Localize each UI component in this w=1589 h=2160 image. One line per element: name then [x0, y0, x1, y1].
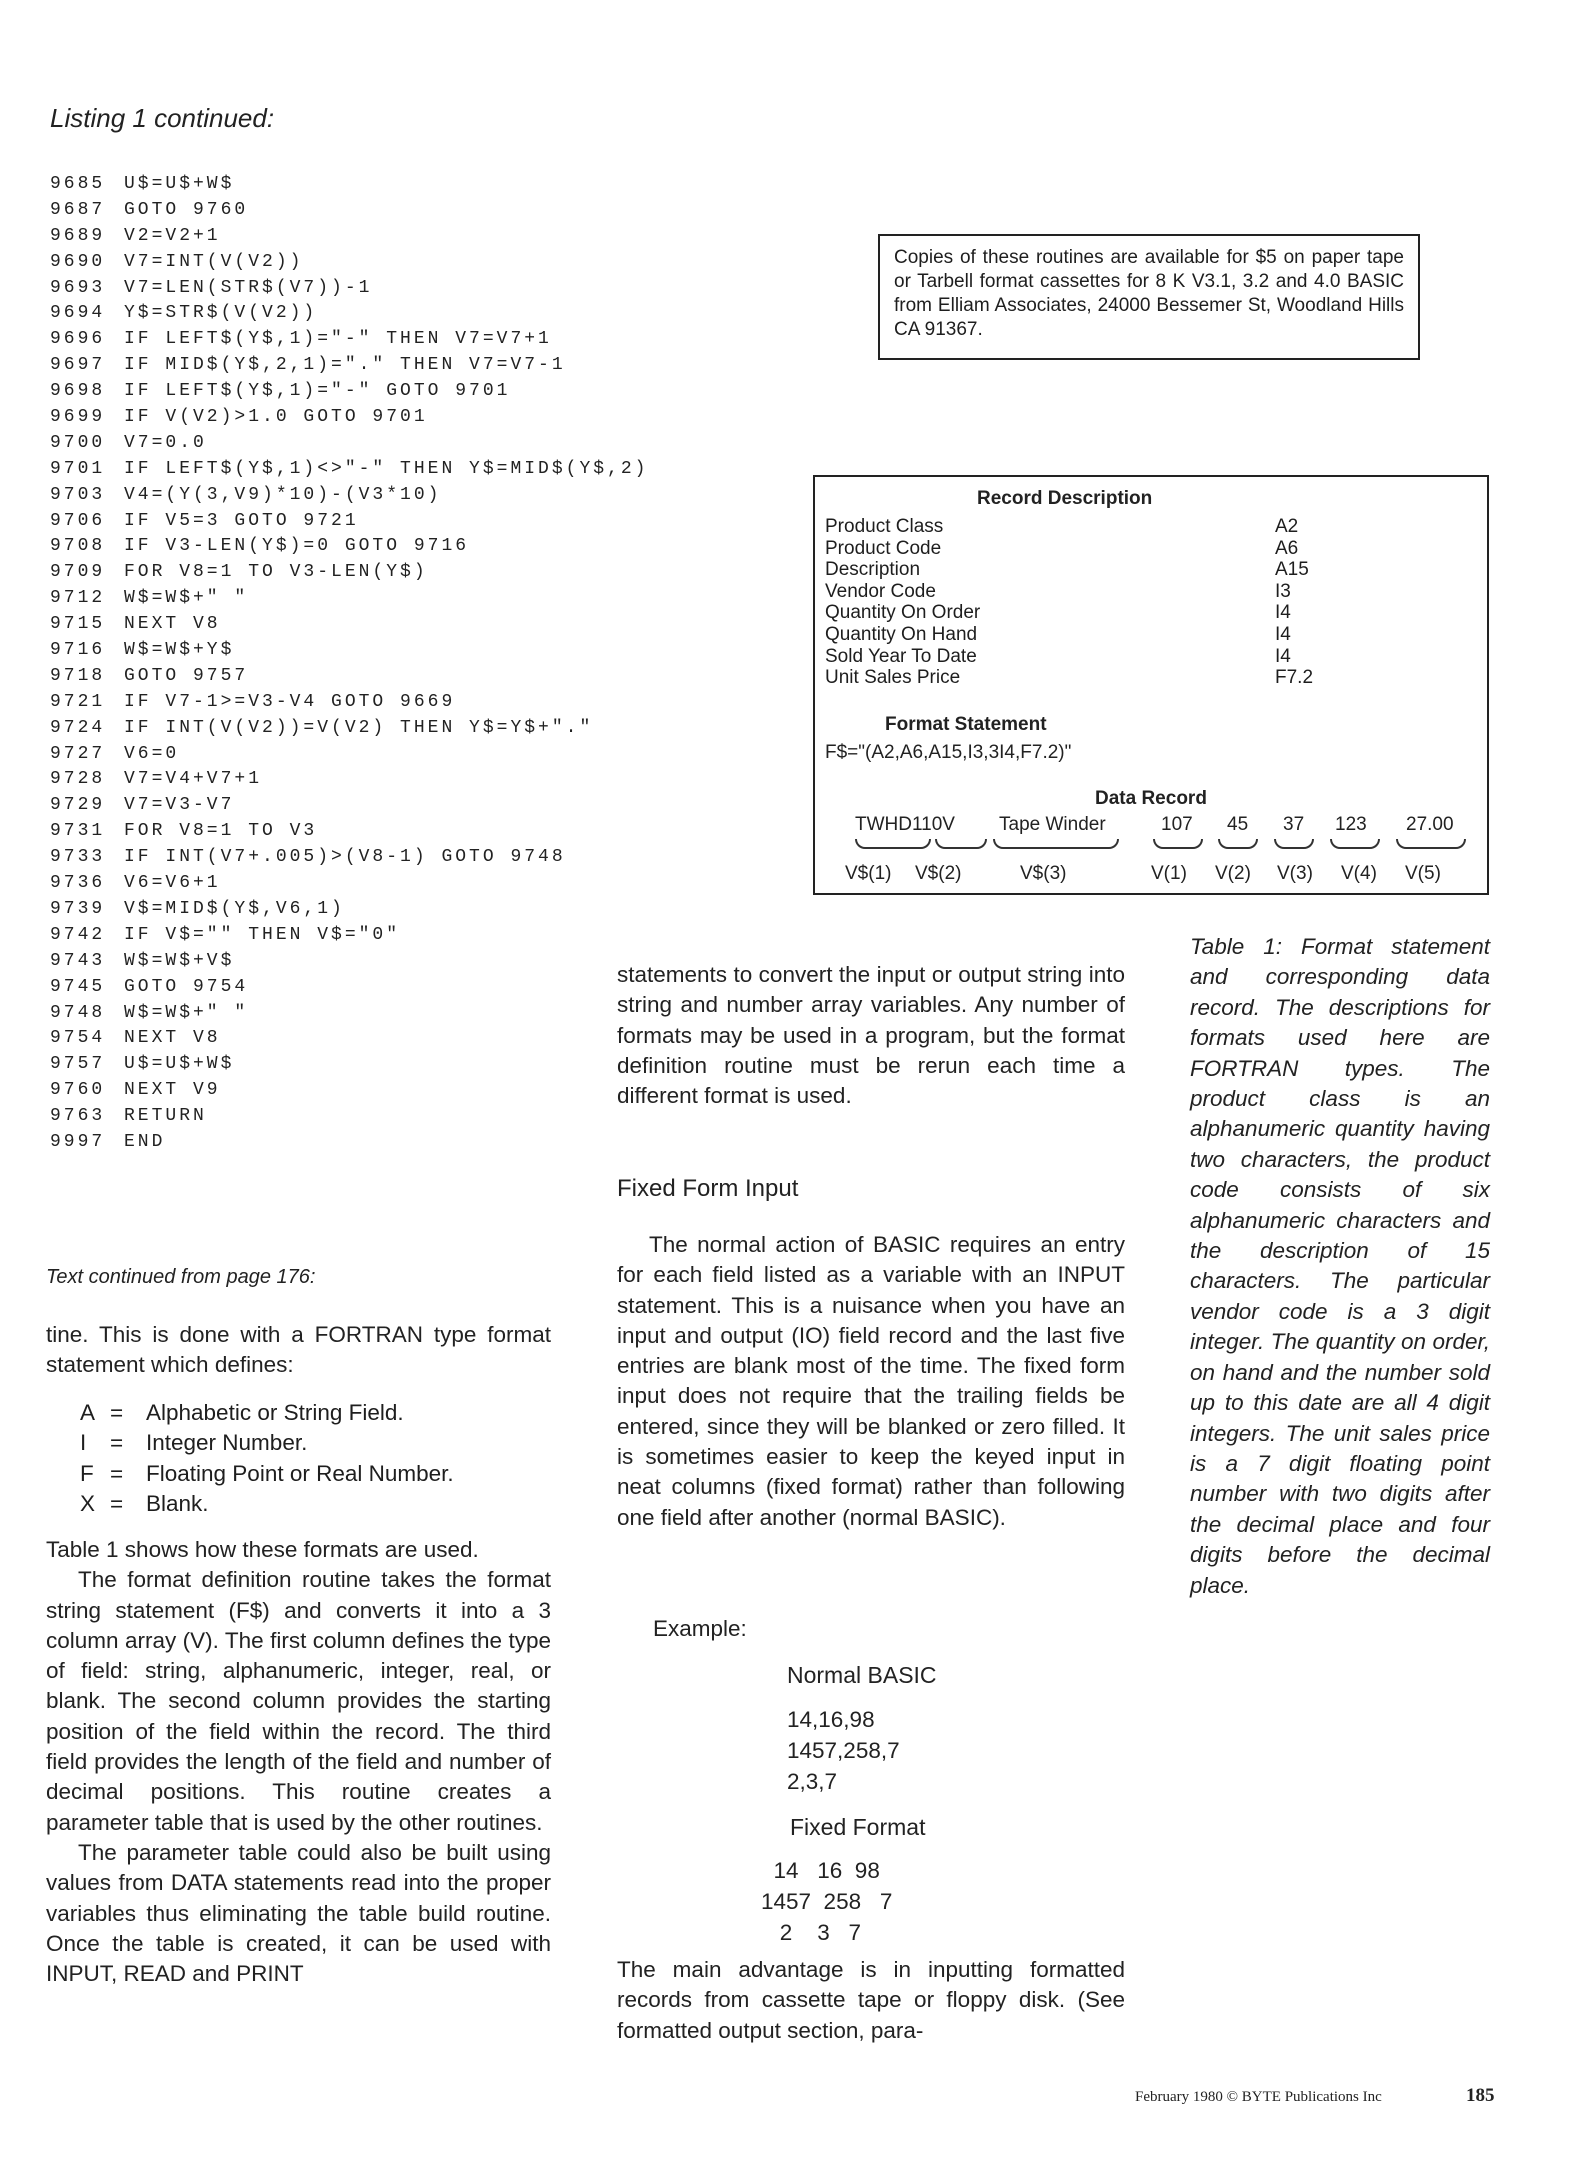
line-code: IF LEFT$(Y$,1)<>"-" THEN Y$=MID$(Y$,2)	[124, 458, 649, 479]
line-code: V7=V3-V7	[124, 795, 235, 816]
code-line	[50, 534, 770, 560]
col2-paragraph-2	[617, 1230, 1125, 1533]
format-desc: Alphabetic or String Field.	[146, 1400, 404, 1425]
line-number: 9742	[50, 924, 106, 945]
line-code: V7=0.0	[124, 432, 207, 453]
format-desc: Floating Point or Real Number.	[146, 1460, 454, 1486]
brace-n2	[1218, 839, 1258, 849]
line-number: 9709	[50, 562, 106, 583]
code-line	[50, 198, 770, 224]
line-number: 9694	[50, 303, 106, 324]
code-line	[50, 172, 770, 198]
line-code: IF LEFT$(Y$,1)="-" THEN V7=V7+1	[124, 329, 552, 350]
line-number: 9703	[50, 484, 106, 505]
line-number: 9712	[50, 588, 106, 609]
var-label-n3: V(3)	[1277, 863, 1313, 884]
line-code: V6=0	[124, 743, 180, 764]
line-code: GOTO 9754	[124, 976, 249, 997]
col1-paragraph-2: The format definition routine takes the format string statement (F$) and converts it into a 3 column array (V). The first column defines the type of field: string, alphanumeric, integer, real, or blank. The second column provides the starting position of the field within the record. The third field provides the length of the field and number of decimal positions. This routine creates a parameter table that is used by the other routines.	[46, 1567, 551, 1835]
col1-body	[46, 1535, 551, 1989]
var-label-s2: V$(2)	[915, 863, 962, 884]
field-type: A2	[1275, 516, 1299, 537]
code-line	[50, 845, 770, 871]
field-type: I4	[1275, 602, 1291, 624]
format-desc: Blank.	[146, 1490, 209, 1516]
data-value-product: TWHD110V	[855, 814, 955, 835]
code-line	[50, 483, 770, 509]
brace-n5	[1396, 839, 1466, 849]
line-code: V2=V2+1	[124, 225, 221, 246]
field-name: Product Class	[825, 516, 944, 537]
col1-intro-text: tine. This is done with a FORTRAN type format statement which defines:	[46, 1322, 551, 1378]
line-code: U$=U$+W$	[124, 1054, 235, 1075]
list-item	[80, 1489, 560, 1519]
format-equals: =	[110, 1430, 124, 1456]
line-number: 9699	[50, 407, 106, 428]
line-code: W$=W$+V$	[124, 950, 235, 971]
brace-n4	[1330, 839, 1380, 849]
line-code: GOTO 9760	[124, 199, 249, 220]
col1-paragraph-3: The parameter table could also be built using values from DATA statements read into the proper variables thus eliminating the table build routine. Once the table is created, it can be used with INPUT, READ and PRINT	[46, 1839, 551, 1987]
field-row	[825, 667, 1465, 689]
format-definition-list	[80, 1398, 560, 1519]
code-line	[50, 405, 770, 431]
line-number: 9698	[50, 381, 106, 402]
line-number: 9685	[50, 174, 106, 194]
code-line	[50, 819, 770, 845]
format-equals: =	[110, 1400, 124, 1425]
line-number: 9697	[50, 355, 106, 376]
format-desc: Integer Number.	[146, 1430, 308, 1456]
line-number: 9700	[50, 432, 106, 453]
line-code: IF LEFT$(Y$,1)="-" GOTO 9701	[124, 381, 511, 402]
field-type: A6	[1275, 537, 1299, 559]
line-number: 9690	[50, 251, 106, 272]
line-number: 9689	[50, 225, 106, 246]
line-code: V7=V4+V7+1	[124, 769, 263, 790]
data-value-n2: 45	[1227, 814, 1249, 835]
field-name: Quantity On Hand	[825, 624, 978, 645]
col2-paragraph-3-text: The main advantage is in inputting formatted records from cassette tape or floppy disk. (See formatted output section, para-	[617, 1957, 1125, 2043]
line-number: 9743	[50, 950, 106, 971]
list-item	[80, 1398, 560, 1428]
data-value-n5: 27.00	[1406, 814, 1454, 835]
line-number: 9708	[50, 536, 106, 557]
field-row	[825, 602, 1465, 624]
brace-s3	[993, 839, 1119, 849]
normal-basic-heading: Normal BASIC	[787, 1662, 937, 1688]
line-number: 9760	[50, 1080, 106, 1101]
code-line	[50, 301, 770, 327]
fixed-format-heading: Fixed Format	[790, 1814, 926, 1840]
code-line	[50, 690, 770, 716]
line-code: IF V3-LEN(Y$)=0 GOTO 9716	[124, 536, 470, 557]
line-number: 9757	[50, 1054, 106, 1075]
line-code: V7=INT(V(V2))	[124, 251, 304, 272]
line-number: 9733	[50, 847, 106, 868]
var-label-s1: V$(1)	[845, 863, 892, 884]
format-statement-heading: Format Statement	[885, 714, 1047, 735]
code-line	[50, 716, 770, 742]
line-code: W$=W$+" "	[124, 588, 249, 609]
copies-box: Copies of these routines are available for $5 on paper tape or Tarbell format cassettes for 8 K V3.1, 3.2 and 4.0 BASIC from Elliam Associates, 24000 Bessemer St, Woodland Hills CA 91367.	[878, 234, 1420, 360]
list-item	[80, 1428, 560, 1458]
line-code: FOR V8=1 TO V3	[124, 821, 318, 842]
format-equals: =	[110, 1460, 124, 1486]
line-code: U$=U$+W$	[124, 174, 235, 194]
code-line	[50, 923, 770, 949]
line-number: 9739	[50, 898, 106, 919]
line-code: NEXT V9	[124, 1080, 221, 1101]
code-line	[50, 767, 770, 793]
var-label-n2: V(2)	[1215, 863, 1251, 884]
line-number: 9724	[50, 717, 106, 738]
format-letter: X	[80, 1490, 96, 1516]
line-number: 9745	[50, 976, 106, 997]
line-code: IF V(V2)>1.0 GOTO 9701	[124, 407, 428, 428]
line-code: V6=V6+1	[124, 873, 221, 894]
field-row	[825, 581, 1465, 603]
line-number: 9729	[50, 795, 106, 816]
line-number: 9693	[50, 277, 106, 298]
code-line	[50, 250, 770, 276]
fixed-line: 1457 258 7	[761, 1889, 893, 1914]
code-line	[50, 560, 770, 586]
line-code: Y$=STR$(V(V2))	[124, 303, 318, 324]
code-line	[50, 224, 770, 250]
code-line	[50, 1130, 770, 1156]
list-item	[80, 1459, 560, 1489]
line-code: V7=LEN(STR$(V7))-1	[124, 277, 373, 298]
footer-publication: February 1980 © BYTE Publications Inc	[1135, 2089, 1382, 2105]
var-label-n1: V(1)	[1151, 863, 1187, 884]
line-number: 9731	[50, 821, 106, 842]
code-line	[50, 664, 770, 690]
field-row	[825, 538, 1465, 560]
fixed-line: 2 3 7	[761, 1920, 862, 1945]
code-line	[50, 742, 770, 768]
col2-paragraph-2-text: The normal action of BASIC requires an entry for each field listed as a variable with an INPUT statement. This is a nuisance when you have an input and output (IO) field record and the last five entries are blank most of the time. The fixed form input does not require that the trailing fields be entered, since they will be blanked or zero filled. It is sometimes easier to keep the keyed input in neat columns (fixed format) rather than following one field after another (normal BASIC).	[617, 1232, 1125, 1530]
format-equals: =	[110, 1490, 124, 1516]
table-caption: Table 1: Format statement and corresponding data record. The descriptions for formats used here are FORTRAN types. The product class is an alphanumeric quantity having two characters, the product code consists of six alphanumeric characters and the description of 15 characters. The particular vendor code is a 3 digit integer. The quantity on order, on hand and the number sold up to this date are all 4 digit integers. The unit sales price is a 7 digit floating point number with two digits after the decimal place and four digits before the decimal place.	[1190, 934, 1490, 1598]
code-line	[50, 638, 770, 664]
code-line	[50, 586, 770, 612]
line-code: IF INT(V(V2))=V(V2) THEN Y$=Y$+"."	[124, 717, 594, 738]
field-row	[825, 646, 1465, 668]
code-line	[50, 431, 770, 457]
line-code: FOR V8=1 TO V3-LEN(Y$)	[124, 562, 428, 583]
field-row	[825, 559, 1465, 581]
field-row	[825, 516, 1465, 538]
line-number: 9728	[50, 769, 106, 790]
line-code: IF V$="" THEN V$="0"	[124, 924, 401, 945]
line-code: W$=W$+Y$	[124, 640, 235, 661]
line-number: 9721	[50, 691, 106, 712]
field-type: I4	[1275, 645, 1291, 667]
code-line	[50, 793, 770, 819]
line-code: V4=(Y(3,V9)*10)-(V3*10)	[124, 484, 442, 505]
var-label-s3: V$(3)	[1020, 863, 1067, 884]
field-name: Quantity On Order	[825, 602, 981, 624]
col2-paragraph-1	[617, 960, 1125, 1111]
var-label-n5: V(5)	[1405, 863, 1441, 884]
line-code: GOTO 9757	[124, 665, 249, 686]
line-code: W$=W$+" "	[124, 1002, 249, 1023]
line-number: 9716	[50, 640, 106, 661]
format-letter: I	[80, 1430, 87, 1456]
continued-label: Text continued from page 176:	[46, 1266, 316, 1288]
fixed-line: 14 16 98	[761, 1858, 880, 1883]
line-number: 9706	[50, 510, 106, 531]
field-type: I4	[1275, 624, 1291, 645]
record-description-table	[813, 475, 1489, 895]
line-code: END	[124, 1131, 166, 1152]
code-line	[50, 457, 770, 483]
field-name: Product Code	[825, 537, 942, 559]
normal-line: 2,3,7	[787, 1769, 838, 1794]
brace-n1	[1153, 839, 1203, 849]
format-statement: F$="(A2,A6,A15,I3,3I4,F7.2)"	[825, 742, 1072, 763]
data-value-n3: 37	[1283, 814, 1305, 835]
line-code: IF V5=3 GOTO 9721	[124, 510, 359, 531]
code-line	[50, 276, 770, 302]
field-name: Sold Year To Date	[825, 645, 977, 667]
code-line	[50, 353, 770, 379]
line-number: 9748	[50, 1002, 106, 1023]
section-heading-fixed-form-input: Fixed Form Input	[617, 1175, 799, 1202]
data-value-description: Tape Winder	[999, 814, 1106, 835]
line-code: IF INT(V7+.005)>(V8-1) GOTO 9748	[124, 847, 566, 868]
line-code: NEXT V8	[124, 1028, 221, 1049]
line-code: IF MID$(Y$,2,1)="." THEN V7=V7-1	[124, 355, 566, 376]
line-number: 9687	[50, 199, 106, 220]
field-type: A15	[1275, 559, 1309, 581]
col2-paragraph-3	[617, 1955, 1125, 2046]
code-line	[50, 509, 770, 535]
field-type: F7.2	[1275, 667, 1314, 689]
line-number: 9754	[50, 1028, 106, 1049]
code-line	[50, 327, 770, 353]
brace-s1	[855, 839, 931, 849]
code-line	[50, 379, 770, 405]
line-number: 9715	[50, 614, 106, 635]
normal-line: 1457,258,7	[787, 1738, 900, 1763]
brace-n3	[1274, 839, 1314, 849]
format-letter: F	[80, 1460, 94, 1486]
record-description-title: Record Description	[977, 488, 1153, 509]
line-number: 9696	[50, 329, 106, 350]
code-line	[50, 871, 770, 897]
code-line	[50, 612, 770, 638]
line-number: 9997	[50, 1131, 106, 1152]
line-code: RETURN	[124, 1106, 207, 1127]
line-code: V$=MID$(Y$,V6,1)	[124, 898, 345, 919]
data-value-n1: 107	[1161, 814, 1193, 835]
var-label-n4: V(4)	[1341, 863, 1377, 884]
page-number: 185	[1466, 2085, 1495, 2106]
example-label: Example:	[653, 1616, 747, 1641]
col2-paragraph-1-text: statements to convert the input or output string into string and number array variables. Any number of formats may be used in a program, but the format definition routine must be rerun each time a different format is used.	[617, 962, 1125, 1109]
line-code: NEXT V8	[124, 614, 221, 635]
col1-paragraph-1: Table 1 shows how these formats are used.	[46, 1537, 479, 1562]
data-value-n4: 123	[1335, 814, 1367, 835]
normal-line: 14,16,98	[787, 1707, 875, 1732]
code-line	[50, 897, 770, 923]
field-name: Unit Sales Price	[825, 667, 961, 689]
field-row	[825, 624, 1465, 646]
line-number: 9718	[50, 665, 106, 686]
data-record-heading: Data Record	[1095, 788, 1207, 809]
line-number: 9736	[50, 873, 106, 894]
brace-s2	[935, 839, 987, 849]
listing-heading: Listing 1 continued:	[50, 103, 275, 133]
line-number: 9763	[50, 1106, 106, 1127]
field-name: Vendor Code	[825, 580, 936, 602]
line-code: IF V7-1>=V3-V4 GOTO 9669	[124, 691, 456, 712]
line-number: 9701	[50, 458, 106, 479]
field-type: I3	[1275, 580, 1291, 602]
line-number: 9727	[50, 743, 106, 764]
field-name: Description	[825, 559, 921, 581]
col1-intro	[46, 1320, 551, 1381]
format-letter: A	[80, 1400, 96, 1425]
